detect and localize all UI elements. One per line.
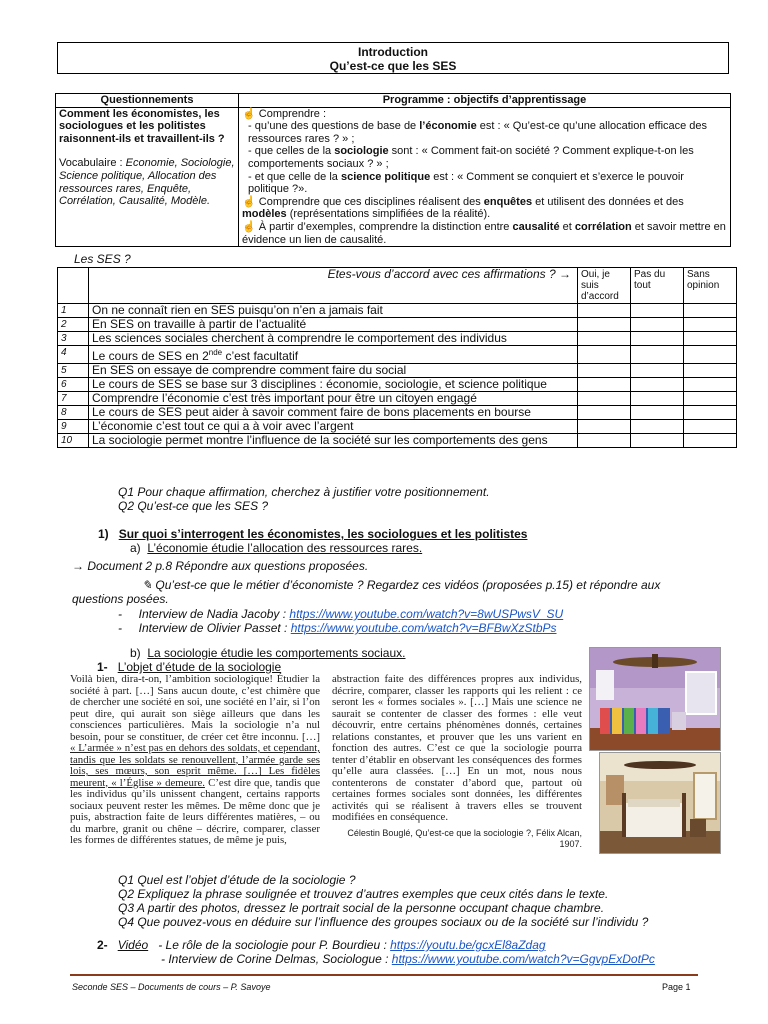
- statement: La sociologie permet montre l’influence de la société sur les comportements des gens: [89, 434, 578, 448]
- questionnement-cell: [56, 107, 239, 247]
- answer-yes-cell[interactable]: [578, 406, 631, 420]
- answer-none-cell[interactable]: [684, 406, 737, 420]
- col-yes-header: Oui, je suis d’accord: [578, 268, 631, 304]
- row-number: 1: [58, 304, 89, 318]
- answer-none-cell[interactable]: [684, 378, 737, 392]
- statement: L’économie c’est tout ce qui a à voir avec l’argent: [89, 420, 578, 434]
- intro-questions: [118, 485, 490, 513]
- answer-none-cell[interactable]: [684, 364, 737, 378]
- answer-no-cell[interactable]: [631, 364, 684, 378]
- answer-yes-cell[interactable]: [578, 332, 631, 346]
- answer-yes-cell[interactable]: [578, 434, 631, 448]
- answer-yes-cell[interactable]: [578, 392, 631, 406]
- section-1a-heading: a) L’économie étudie l’allocation des ressources rares.: [130, 541, 423, 555]
- statement: En SES on travaille à partir de l’actualité: [89, 318, 578, 332]
- video-line-1: 2- Vidéo - Le rôle de la sociologie pour P. Bourdieu : https://youtu.be/gcxEl8aZdag: [97, 938, 546, 952]
- answer-none-cell[interactable]: [684, 420, 737, 434]
- title-line-1: Introduction: [358, 45, 428, 59]
- statement: En SES on essaye de comprendre comment faire du social: [89, 364, 578, 378]
- footer-page-number: Page 1: [662, 982, 691, 992]
- answer-no-cell[interactable]: [631, 420, 684, 434]
- objective-1b: - que celles de la sociologie sont : « Comment fait-on société ? Comment explique-t-on les comportements sociaux ? » ;: [248, 145, 694, 170]
- vocabulary: [59, 157, 235, 207]
- question-1: Q1 Quel est l’objet d’étude de la sociologie ?: [118, 873, 356, 887]
- answer-none-cell[interactable]: [684, 318, 737, 332]
- bedroom-photo-1: [589, 647, 721, 751]
- answer-none-cell[interactable]: [684, 304, 737, 318]
- objective-1: ☝ Comprendre :: [242, 107, 327, 120]
- section-1-heading: 1) Sur quoi s’interrogent les économistes, les sociologues et les politistes: [98, 527, 528, 541]
- interview-2: - Interview de Olivier Passet : https://www.youtube.com/watch?v=BFBwXzStbPs: [118, 621, 557, 635]
- row-number: 4: [58, 346, 89, 364]
- row-number: 2: [58, 318, 89, 332]
- program-table: [55, 93, 731, 247]
- interview-1-link[interactable]: https://www.youtube.com/watch?v=8wUSPwsV_SU: [289, 607, 564, 621]
- statement: Le cours de SES se base sur 3 disciplines : économie, sociologie, et science politique: [89, 378, 578, 392]
- question-4: Q4 Que pouvez-vous en déduire sur l’influence des groupes sociaux ou de la société sur l’individu ?: [118, 915, 649, 929]
- col-programme-header: Programme : objectifs d’apprentissage: [239, 94, 731, 108]
- col-questionnements-header: Questionnements: [56, 94, 239, 108]
- intro-q2: Q2 Qu’est-ce que les SES ?: [118, 499, 269, 513]
- underlined-sentence: « L’armée » n’est pas en dehors des soldats, et cependant, tandis que les soldats se renouvellent, l’armée garde ses lois, ses mœurs, son esprit même. […] Les fidèles meurent, « l’Église » demeure.: [70, 742, 320, 789]
- intro-q1: Q1 Pour chaque affirmation, cherchez à justifier votre positionnement.: [118, 485, 490, 499]
- vocab-label: Vocabulaire :: [59, 157, 123, 170]
- footer-divider: [70, 974, 698, 976]
- section-1b-heading: b) La sociologie étudie les comportements sociaux.: [130, 646, 406, 660]
- excerpt-column-2: abstraction faite des différences propres aux individus, décrire, comparer, classer les rapports qui les relient : ce seront les « formes sociales ». […] Mais une science ne saurait se contenter de classer des formes : elle veut découvrir, entre certains phénomènes donnés, certaines relations constantes, et prouver que les uns varient en fonction des autres. C’est ce que la sociologie pourra tenter d’établir en observant les conséquences des formes qu’elle aura classées. […] En un mot, nous nous contenterons de constater d’abord que, partout où certaines formes sociales sont données, les différentes activités qui se réalisent à travers elles se trouvent modifiées en conséquence. Célestin Bouglé, Qu’est-ce que la sociologie ?, Félix Alcan, 1907.: [332, 673, 582, 849]
- excerpt-column-1: Voilà bien, dira-t-on, l’ambition sociologique! Étudier la société à part. […] Sans aucun doute, c’est chimère que de chercher une société en soi, une société en l’air, si l’on peut dire, qui aurait son siège ailleurs que dans les consciences particulières. Mais la sociologie n’a nul besoin, pour se constituer, de créer cet être inconnu. […] « L’armée » n’est pas en dehors des soldats, et cependant, tandis que les soldats se renouvellent, l’armée garde ses lois, ses mœurs, son esprit même. […] Les fidèles meurent, « l’Église » demeure. C’est dire que, tandis que les individus qu’ils unissent changent, certains rapports sociaux peuvent rester les mêmes. De même donc que je puis, abstraction faite de leurs différentes matières, – ou du marbre, granit ou chêne – décrire, comparer, classer les formes de différentes statues, de même je puis,: [70, 673, 320, 846]
- answer-no-cell[interactable]: [631, 332, 684, 346]
- interview-2-link[interactable]: https://www.youtube.com/watch?v=BFBwXzStbPs: [290, 621, 557, 635]
- video-line-2: - Interview de Corine Delmas, Sociologue : https://www.youtube.com/watch?v=GgvpExDotPc: [161, 952, 655, 966]
- corner-cell: [58, 268, 89, 304]
- answer-none-cell[interactable]: [684, 346, 737, 364]
- answer-no-cell[interactable]: [631, 434, 684, 448]
- statement: Le cours de SES en 2nde c’est facultatif: [89, 346, 578, 364]
- answer-no-cell[interactable]: [631, 318, 684, 332]
- objective-2: ☝ Comprendre que ces disciplines réalisent des enquêtes et utilisent des données et des modèles (représentations simplifiées de la réalité).: [242, 195, 684, 221]
- title-line-2: Qu’est-ce que les SES: [329, 59, 457, 73]
- answer-yes-cell[interactable]: [578, 364, 631, 378]
- answer-none-cell[interactable]: [684, 434, 737, 448]
- subsection-1-heading: 1- L’objet d’étude de la sociologie: [97, 660, 282, 674]
- answer-no-cell[interactable]: [631, 304, 684, 318]
- table-row: [58, 364, 737, 378]
- answer-no-cell[interactable]: [631, 378, 684, 392]
- answer-yes-cell[interactable]: [578, 304, 631, 318]
- question-2: Q2 Expliquez la phrase soulignée et trouvez d’autres exemples que ceux cités dans le texte.: [118, 887, 609, 901]
- objective-1a: - qu’une des questions de base de l’économie est : « Qu’est-ce qu’une allocation efficace des ressources rares ? » ;: [248, 120, 708, 145]
- answer-yes-cell[interactable]: [578, 346, 631, 364]
- table-row: [58, 406, 737, 420]
- interview-1: - Interview de Nadia Jacoby : https://www.youtube.com/watch?v=8wUSPwsV_SU: [118, 607, 564, 621]
- answer-none-cell[interactable]: [684, 332, 737, 346]
- answer-none-cell[interactable]: [684, 392, 737, 406]
- objective-1c: - et que celle de la science politique est : « Comment se conquiert et s’exerce le pouvoir politique ?».: [248, 170, 684, 196]
- row-number: 10: [58, 434, 89, 448]
- objective-3: ☝ À partir d’exemples, comprendre la distinction entre causalité et corrélation et savoir mettre en évidence un lien de causalité.: [242, 220, 726, 246]
- agreement-question: Etes-vous d’accord avec ces affirmations ? →: [89, 268, 578, 304]
- section-1-title: Sur quoi s’interrogent les économistes, les sociologues et les politistes: [118, 527, 528, 541]
- bedroom-photo-2: [599, 752, 721, 854]
- answer-yes-cell[interactable]: [578, 378, 631, 392]
- statement: Comprendre l’économie c’est très important pour être un citoyen engagé: [89, 392, 578, 406]
- question-3: Q3 A partir des photos, dressez le portrait social de la personne occupant chaque chambre.: [118, 901, 605, 915]
- questionnement-text: Comment les économistes, les sociologues et les politistes raisonnent-ils et travaillent-ils ?: [59, 107, 225, 145]
- answer-yes-cell[interactable]: [578, 420, 631, 434]
- row-number: 6: [58, 378, 89, 392]
- vocab-items: Economie, Sociologie, Science politique, Allocation des ressources rares, Enquête, Corrélation, Causalité, Modèle.: [59, 157, 235, 208]
- row-number: 7: [58, 392, 89, 406]
- table-row: [58, 392, 737, 406]
- delmas-video-link[interactable]: https://www.youtube.com/watch?v=GgvpExDotPc: [391, 952, 655, 966]
- row-number: 9: [58, 420, 89, 434]
- interview-links: [118, 607, 563, 635]
- row-number: 8: [58, 406, 89, 420]
- objectives-cell: [239, 107, 731, 247]
- col-none-header: Sans opinion: [684, 268, 737, 304]
- answer-no-cell[interactable]: [631, 392, 684, 406]
- col-no-header: Pas du tout: [631, 268, 684, 304]
- excerpt-source: Célestin Bouglé, Qu’est-ce que la sociologie ?, Félix Alcan, 1907.: [347, 827, 582, 849]
- table-row: [58, 332, 737, 346]
- answer-no-cell[interactable]: [631, 346, 684, 364]
- doc2-instruction: → Document 2 p.8 Répondre aux questions proposées.: [72, 559, 369, 573]
- table-row: [58, 420, 737, 434]
- questions-block-2: [118, 873, 648, 929]
- footer-left: Seconde SES – Documents de cours – P. Savoye: [72, 982, 271, 992]
- bougle-excerpt: [70, 674, 586, 864]
- table-row: [58, 318, 737, 332]
- row-number: 3: [58, 332, 89, 346]
- les-ses-label: Les SES ?: [74, 252, 131, 266]
- statement: On ne connaît rien en SES puisqu’on n’en a jamais fait: [89, 304, 578, 318]
- row-number: 5: [58, 364, 89, 378]
- table-row: [58, 434, 737, 448]
- statement: Le cours de SES peut aider à savoir comment faire de bons placements en bourse: [89, 406, 578, 420]
- answer-no-cell[interactable]: [631, 406, 684, 420]
- table-row: [58, 304, 737, 318]
- title-box: [57, 42, 729, 74]
- agreement-table: [57, 267, 737, 448]
- video-section: [97, 938, 655, 966]
- video-label: Vidéo: [117, 938, 149, 952]
- table-row: [58, 378, 737, 392]
- table-row: [58, 346, 737, 364]
- statement: Les sciences sociales cherchent à comprendre le comportement des individus: [89, 332, 578, 346]
- answer-yes-cell[interactable]: [578, 318, 631, 332]
- video-question: ✎ Qu’est-ce que le métier d’économiste ? Regardez ces vidéos (proposées p.15) et répondre aux questions posées.: [72, 578, 661, 606]
- bourdieu-video-link[interactable]: https://youtu.be/gcxEl8aZdag: [390, 938, 546, 952]
